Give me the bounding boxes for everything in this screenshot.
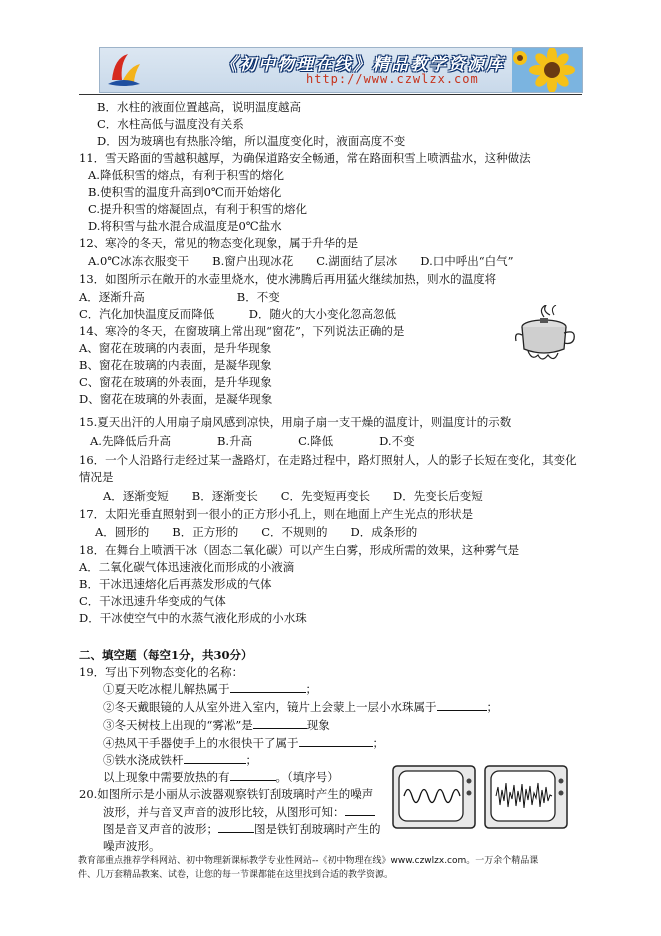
q18-option-a: A．二氧化碳气体迅速液化而形成的小液滴 — [79, 560, 295, 574]
q16-options: A．逐渐变短 B．逐渐变长 C．先变短再变长 D．先变长后变短 — [103, 489, 483, 503]
question-20-cont2: 图是音叉声音的波形； 图是铁钉刮玻璃时产生的 — [103, 822, 381, 836]
blank[interactable] — [437, 699, 487, 711]
q19-item-2: ②冬天戴眼镜的人从室外进入室内，镜片上会蒙上一层小水珠属于 ； — [103, 700, 498, 714]
footer-line-1: 教育部重点推荐学科网站、初中物理新课标教学专业性网站--《初中物理在线》www.czwlzx.com。一万余个精品课 — [78, 856, 539, 866]
q11-option-c: C.提升积雪的熔凝固点，有利于积雪的熔化 — [88, 202, 308, 216]
q14-option-d: D、窗花在玻璃的外表面，是凝华现象 — [79, 392, 273, 406]
q15-options: A.先降低后升高 B.升高 C.降低 D.不变 — [90, 434, 415, 448]
q19-summary: 以上现象中需要放热的有 。（填序号） — [103, 770, 339, 784]
sunflower-icon — [512, 48, 582, 92]
q18-option-c: C．干冰迅速升华变成的气体 — [79, 594, 226, 608]
oscilloscope-noise-icon — [484, 765, 568, 829]
blank[interactable] — [184, 752, 246, 764]
page-footer — [78, 854, 598, 882]
question-16: 16．一个人沿路行走经过某一盏路灯，在走路过程中，路灯照射人，人的影子长短在变化，其变化 — [79, 453, 577, 467]
q19-item-5: ⑤铁水浇成铁杆 ； — [103, 753, 257, 767]
question-20-cont: 波形，并与音叉声音的波形比较，从图形可知： — [103, 804, 375, 820]
blank[interactable] — [345, 804, 375, 816]
q19-item-1: ①夏天吃冰棍儿解热属于 ； — [103, 682, 317, 696]
q11-option-b: B.使积雪的温度升高到0℃而开始熔化 — [88, 185, 282, 199]
oscilloscope-tuning-fork-icon — [392, 765, 476, 829]
q10-option-d: D．因为玻璃也有热胀冷缩，所以温度变化时，液面高度不变 — [97, 134, 406, 148]
banner-url[interactable]: http://www.czwlzx.com — [306, 72, 479, 86]
question-13: 13．如图所示在敞开的水壶里烧水，使水沸腾后再用猛火继续加热，则水的温度将 — [79, 272, 497, 286]
header-rule — [79, 94, 582, 95]
q13-options-cd: C．汽化加快温度反而降低 D．随火的大小变化忽高忽低 — [79, 307, 397, 321]
blank[interactable] — [253, 717, 307, 729]
question-11: 11．雪天路面的雪越积越厚，为确保道路安全畅通，常在路面积雪上喷洒盐水，这种做法 — [79, 151, 531, 165]
q19-item-3: ③冬天树枝上出现的“雾凇”是 现象 — [103, 718, 330, 732]
site-logo-icon — [104, 50, 144, 90]
question-20: 20.如图所示是小丽从示波器观察铁钉刮玻璃时产生的噪声 — [79, 787, 374, 801]
q17-options: A．圆形的 B．正方形的 C．不规则的 D．成条形的 — [95, 525, 418, 539]
question-12: 12、寒冷的冬天，常见的物态变化现象，属于升华的是 — [79, 236, 359, 250]
q10-option-b: B．水柱的液面位置越高，说明温度越高 — [97, 100, 301, 114]
blank[interactable] — [230, 769, 276, 781]
question-20-cont3: 噪声波形。 — [103, 839, 161, 853]
q11-option-a: A.降低积雪的熔点，有利于积雪的熔化 — [88, 168, 284, 182]
q18-option-d: D．干冰使空气中的水蒸气液化形成的小水珠 — [79, 611, 307, 625]
blank[interactable] — [218, 821, 254, 833]
blank[interactable] — [299, 735, 373, 747]
question-14: 14、寒冷的冬天，在窗玻璃上常出现“窗花”，下列说法正确的是 — [79, 324, 405, 338]
question-15: 15.夏天出汗的人用扇子扇风感到凉快，用扇子扇一支干燥的温度计，则温度计的示数 — [79, 415, 512, 429]
section-2-heading: 二、填空题（每空1分，共30分） — [79, 648, 253, 662]
q14-option-c: C、窗花在玻璃的外表面，是升华现象 — [79, 375, 272, 389]
header-banner — [99, 47, 583, 93]
q13-options-ab: A．逐渐升高 B．不变 — [79, 290, 280, 304]
q14-option-a: A、窗花在玻璃的内表面，是升华现象 — [79, 341, 272, 355]
q18-option-b: B．干冰迅速熔化后再蒸发形成的气体 — [79, 577, 272, 591]
blank[interactable] — [230, 681, 306, 693]
q19-item-4: ④热风干手器使手上的水很快干了属于 ； — [103, 736, 384, 750]
boiling-pot-illustration — [514, 305, 578, 365]
question-16-cont: 情况是 — [79, 470, 114, 484]
question-17: 17．太阳光垂直照射到一很小的正方形小孔上，则在地面上产生光点的形状是 — [79, 507, 474, 521]
q10-option-c: C．水柱高低与温度没有关系 — [97, 117, 244, 131]
question-19: 19．写出下列物态变化的名称： — [79, 665, 244, 679]
banner-title: 《初中物理在线》精品教学资源库 — [220, 55, 505, 75]
q14-option-b: B、窗花在玻璃的内表面，是凝华现象 — [79, 358, 272, 372]
q11-option-d: D.将积雪与盐水混合成温度是0℃盐水 — [88, 219, 282, 233]
question-18: 18．在舞台上喷洒干冰（固态二氧化碳）可以产生白雾，形成所需的效果，这种雾气是 — [79, 543, 520, 557]
q12-options: A.0℃冰冻衣服变干 B.窗户出现冰花 C.湖面结了层冰 D.口中呼出“白气” — [88, 254, 514, 268]
footer-line-2: 件、几万套精品教案、试卷，让您的每一节课都能在这里找到合适的教学资源。 — [78, 870, 394, 880]
